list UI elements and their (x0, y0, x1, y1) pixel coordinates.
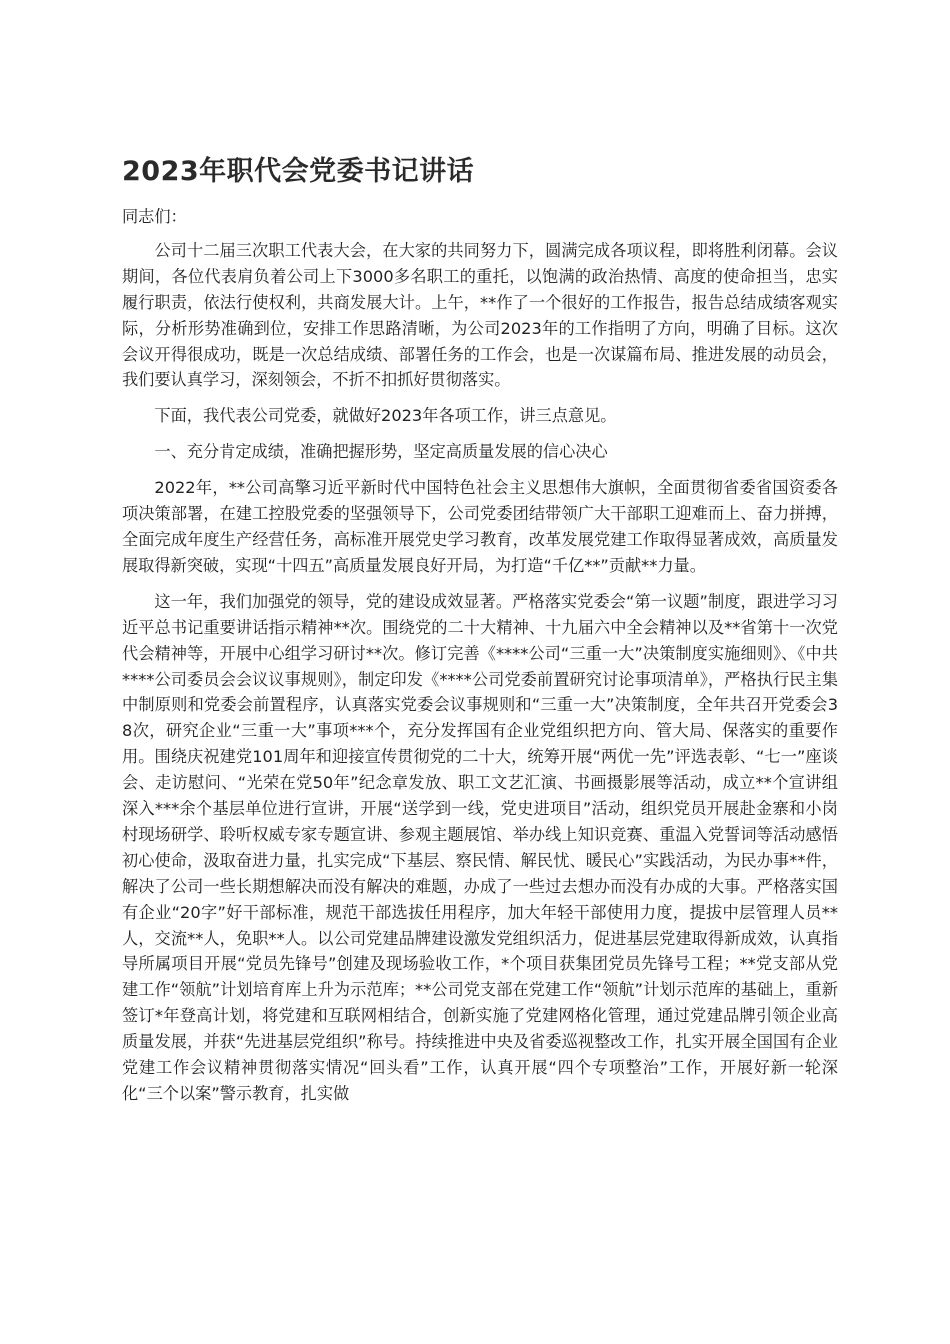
salutation: 同志们： (122, 207, 187, 226)
paragraph-2022-summary: 2022年，**公司高擎习近平新时代中国特色社会主义思想伟大旗帜，全面贯彻省委省国资委各项决策部署，在建工控股党委的坚强领导下，公司党委团结带领广大干部职工迎难而上、奋力拼搏，全面完成年度生产经营任务，高标准开展党史学习教育，改革发展党建工作取得显著成效，高质量发展取得新突破，实现“十四五”高质量发展良好开局，为打造“千亿**”贡献**力量。 (122, 478, 838, 575)
document-body (122, 150, 838, 1117)
section-heading-1: 一、充分肯定成绩，准确把握形势，坚定高质量发展的信心决心 (154, 442, 608, 462)
paragraph-intro: 下面，我代表公司党委，就做好2023年各项工作，讲三点意见。 (154, 406, 617, 426)
document-title: 2023年职代会党委书记讲话 (122, 156, 475, 187)
paragraph-opening: 公司十二届三次职工代表大会，在大家的共同努力下，圆满完成各项议程，即将胜利闭幕。会议期间，各位代表肩负着公司上下3000多名职工的重托，以饱满的政治热情、高度的使命担当，忠实履行职责，依法行使权利，共商发展大计。上午，**作了一个很好的工作报告，报告总结成绩客观实际，分析形势准确到位，安排工作思路清晰，为公司2023年的工作指明了方向，明确了目标。这次会议开得很成功，既是一次总结成绩、部署任务的工作会，也是一次谋篇布局、推进发展的动员会，我们要认真学习，深刻领会，不折不扣抓好贯彻落实。 (122, 240, 838, 390)
paragraph-party-building: 这一年，我们加强党的领导，党的建设成效显著。严格落实党委会“第一议题”制度，跟进学习习近平总书记重要讲话指示精神**次。围绕党的二十大精神、十九届六中全会精神以及**省第十一次党代会精神等，开展中心组学习研讨**次。修订完善《****公司“三重一大”决策制度实施细则》、《中共****公司委员会会议议事规则》，制定印发《****公司党委前置研究讨论事项清单》，严格执行民主集中制原则和党委会前置程序，认真落实党委会议事规则和“三重一大”决策制度，全年共召开党委会38次，研究企业“三重一大”事项***个，充分发挥国有企业党组织把方向、管大局、保落实的重要作用。围绕庆祝建党101周年和迎接宣传贯彻党的二十大，统筹开展“两优一先”评选表彰、“七一”座谈会、走访慰问、“光荣在党50年”纪念章发放、职工文艺汇演、书画摄影展等活动，成立**个宣讲组深入***余个基层单位进行宣讲，开展“送学到一线，党史进项目”活动，组织党员开展赴金寨和小岗村现场研学、聆听权威专家专题宣讲、参观主题展馆、举办线上知识竞赛、重温入党誓词等活动感悟初心使命，汲取奋进力量，扎实完成“下基层、察民情、解民忧、暖民心”实践活动，为民办事**件，解决了公司一些长期想解决而没有解决的难题，办成了一些过去想办而没有办成的大事。严格落实国有企业“20字”好干部标准，规范干部选拔任用程序，加大年轻干部使用力度，提拔中层管理人员**人，交流**人，免职**人。以公司党建品牌建设激发党组织活力，促进基层党建取得新成效，认真指导所属项目开展“党员先锋号”创建及现场验收工作，*个项目获集团党员先锋号工程；**党支部从党建工作“领航”计划培育库上升为示范库；**公司党支部在党建工作“领航”计划示范库的基础上，重新签订*年登高计划，将党建和互联网相结合，创新实施了党建网格化管理，通过党建品牌引领企业高质量发展，并获“先进基层党组织”称号。持续推进中央及省委巡视整改工作，扎实开展全国国有企业党建工作会议精神贯彻落实情况“回头看”工作，认真开展“四个专项整治”工作，开展好新一轮深化“三个以案”警示教育，扎实做 (122, 591, 838, 1103)
